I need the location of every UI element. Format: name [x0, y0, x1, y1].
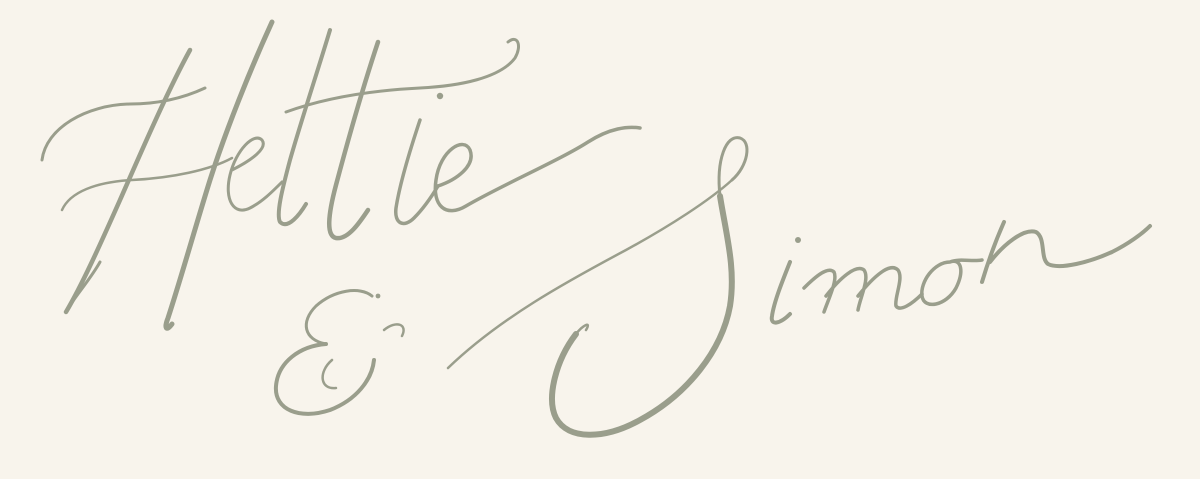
script-simon [448, 138, 1150, 435]
i-dot-2 [795, 237, 801, 243]
ampersand-dot [376, 294, 381, 299]
script-ampersand [276, 291, 404, 414]
i-dot-1 [437, 93, 443, 99]
script-hettie [42, 22, 640, 328]
